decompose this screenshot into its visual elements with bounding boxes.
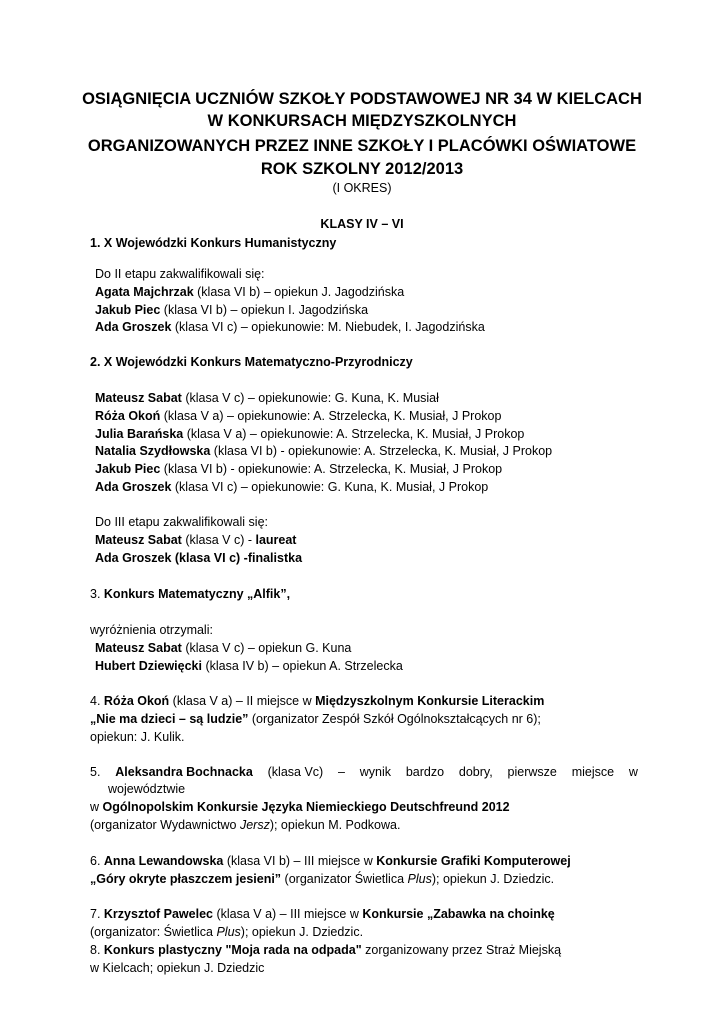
- list-item: Agata Majchrzak (klasa VI b) – opiekun J. Jagodzińska: [95, 285, 405, 299]
- section-7-line-1: 7. Krzysztof Pawelec (klasa V a) – III miejsce w Konkursie „Zabawka na choinkę: [90, 907, 555, 921]
- section-3-intro: wyróżnienia otrzymali:: [90, 623, 213, 637]
- section-4-line-2: „Nie ma dzieci – są ludzie” (organizator Zespół Szkół Ogólnokształcących nr 6);: [90, 712, 541, 726]
- list-item: Ada Groszek (klasa VI c) – opiekunowie: M. Niebudek, I. Jagodzińska: [95, 320, 485, 334]
- list-item: Mateusz Sabat (klasa V c) – opiekunowie: G. Kuna, K. Musiał: [95, 391, 439, 405]
- section-5-line-3: w Ogólnopolskim Konkursie Języka Niemieckiego Deutschfreund 2012: [90, 800, 510, 814]
- title-line-2: W KONKURSACH MIĘDZYSZKOLNYCH: [207, 112, 517, 130]
- section-1-intro: Do II etapu zakwalifikowali się:: [95, 267, 265, 281]
- period-label: (I OKRES): [332, 181, 392, 195]
- list-item: Ada Groszek (klasa VI c) -finalistka: [95, 551, 303, 565]
- section-4-line-1: 4. Róża Okoń (klasa V a) – II miejsce w Międzyszkolnym Konkursie Literackim: [90, 694, 545, 708]
- list-item: Jakub Piec (klasa VI b) - opiekunowie: A. Strzelecka, K. Musiał, J Prokop: [95, 462, 503, 476]
- section-8-line-2: w Kielcach; opiekun J. Dziedzic: [90, 961, 265, 975]
- section-8-line-1: 8. Konkurs plastyczny "Moja rada na odpada" zorganizowany przez Straż Miejską: [90, 943, 562, 957]
- section-7-line-2: (organizator: Świetlica Plus); opiekun J. Dziedzic.: [90, 925, 364, 939]
- list-item: Róża Okoń (klasa V a) – opiekunowie: A. Strzelecka, K. Musiał, J Prokop: [95, 409, 502, 423]
- list-item: Hubert Dziewięcki (klasa IV b) – opiekun A. Strzelecka: [95, 659, 403, 673]
- title-line-3: ORGANIZOWANYCH PRZEZ INNE SZKOŁY I PLACÓWKI OŚWIATOWE: [87, 137, 637, 155]
- section-5-line-2: województwie: [108, 782, 186, 796]
- list-item: Natalia Szydłowska (klasa VI b) - opiekunowie: A. Strzelecka, K. Musiał, J Prokop: [95, 444, 553, 458]
- list-item: Mateusz Sabat (klasa V c) – opiekun G. Kuna: [95, 641, 352, 655]
- title-line-1: OSIĄGNIĘCIA UCZNIÓW SZKOŁY PODSTAWOWEJ NR 34 W KIELCACH: [82, 90, 642, 108]
- section-2-intro-stage-3: Do III etapu zakwalifikowali się:: [95, 515, 268, 529]
- list-item: Ada Groszek (klasa VI c) – opiekunowie: G. Kuna, K. Musiał, J Prokop: [95, 480, 489, 494]
- section-5-line-1: 5. Aleksandra Bochnacka (klasa Vc) – wynik bardzo dobry, pierwsze miejsce w: [90, 765, 638, 779]
- section-3-title: 3. Konkurs Matematyczny „Alfik”,: [90, 587, 291, 601]
- list-item: Mateusz Sabat (klasa V c) - laureat: [95, 533, 297, 547]
- section-2-title: 2. X Wojewódzki Konkurs Matematyczno-Przyrodniczy: [90, 355, 413, 369]
- section-6-line-1: 6. Anna Lewandowska (klasa VI b) – III miejsce w Konkursie Grafiki Komputerowej: [90, 854, 571, 868]
- section-5-line-4: (organizator Wydawnictwo Jersz); opiekun M. Podkowa.: [90, 818, 401, 832]
- title-line-4: ROK SZKOLNY 2012/2013: [260, 160, 464, 178]
- section-1-title: 1. X Wojewódzki Konkurs Humanistyczny: [90, 236, 337, 250]
- classes-heading: KLASY IV – VI: [320, 217, 404, 231]
- list-item: Jakub Piec (klasa VI b) – opiekun I. Jagodzińska: [95, 303, 369, 317]
- list-item: Julia Barańska (klasa V a) – opiekunowie: A. Strzelecka, K. Musiał, J Prokop: [95, 427, 525, 441]
- section-4-line-3: opiekun: J. Kulik.: [90, 730, 185, 744]
- section-6-line-2: „Góry okryte płaszczem jesieni” (organizator Świetlica Plus); opiekun J. Dziedzic.: [90, 872, 555, 886]
